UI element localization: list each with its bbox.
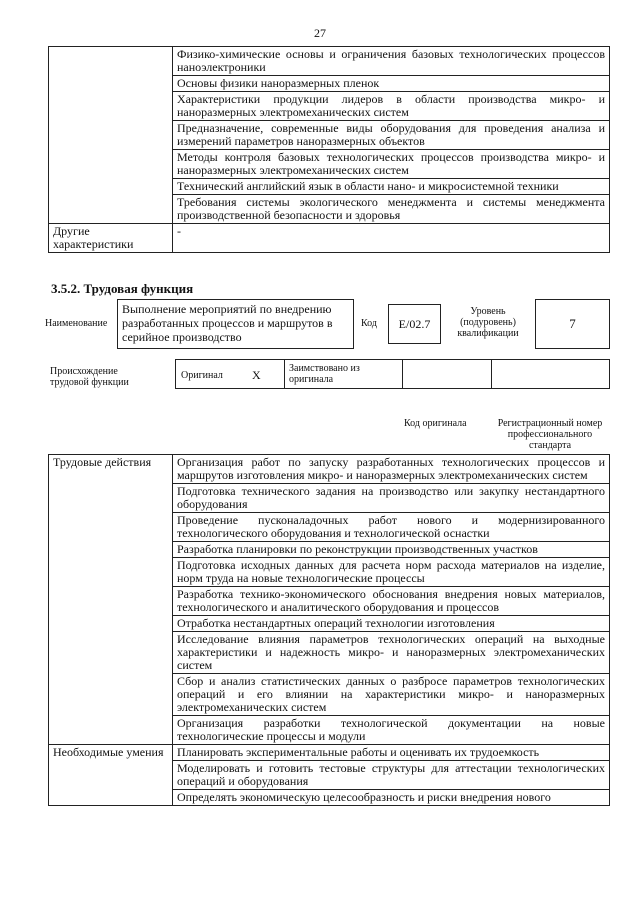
labor-action: Организация работ по запуску разработанных технологических процессов и маршрутов изготовления микро- и наноразмерных электромеханических систем	[173, 455, 610, 484]
level-value: 7	[535, 299, 610, 349]
code-label: Код	[361, 318, 377, 329]
page-number: 27	[314, 26, 326, 40]
origin-row	[175, 359, 610, 389]
name-label: Наименование	[45, 318, 108, 329]
labor-action: Исследование влияния параметров технологических операций на выходные характеристики и надежность микро- и наноразмерных электромеханических систем	[173, 632, 610, 674]
divider	[284, 360, 285, 388]
skill-item: Определять экономическую целесообразность и риски внедрения нового	[173, 790, 610, 806]
labor-action: Разработка планировки по реконструкции производственных участков	[173, 542, 610, 558]
labor-actions-table	[48, 454, 610, 806]
section-title: 3.5.2. Трудовая функция	[51, 281, 194, 296]
origin-label: Происхождение трудовой функции	[50, 366, 129, 388]
divider	[491, 360, 492, 388]
knowledge-item: Предназначение, современные виды оборудования для проведения анализа и измерений параметров наноразмерных объектов	[173, 121, 610, 150]
divider	[402, 360, 403, 388]
knowledge-item: Физико-химические основы и ограничения базовых технологических процессов наноэлектроники	[173, 47, 610, 76]
skill-item: Моделировать и готовить тестовые структуры для аттестации технологических операций и оборудования	[173, 761, 610, 790]
labor-actions-label: Трудовые действия	[49, 455, 173, 745]
function-name: Выполнение мероприятий по внедрению разработанных процессов и маршрутов в серийное производство	[117, 299, 354, 349]
labor-action: Организация разработки технологической документации на новые технологические процессы и модули	[173, 716, 610, 745]
labor-action: Проведение пусконаладочных работ нового и модернизированного технологического оборудования и технологической оснастки	[173, 513, 610, 542]
skills-label: Необходимые умения	[49, 745, 173, 806]
skill-item: Планировать экспериментальные работы и оценивать их трудоемкость	[173, 745, 610, 761]
original-label: Оригинал	[181, 370, 223, 381]
labor-action: Сбор и анализ статистических данных о разбросе параметров технологических операций и его влиянии на характеристики микро- и наноразмерных электромеханических систем	[173, 674, 610, 716]
labor-action: Отработка нестандартных операций технологии изготовления	[173, 616, 610, 632]
labor-action: Подготовка исходных данных для расчета норм расхода материалов на изделие, норм труда на новые технологические процессы	[173, 558, 610, 587]
level-label: Уровень (подуровень) квалификации	[457, 306, 519, 339]
knowledge-item: Основы физики наноразмерных пленок	[173, 76, 610, 92]
borrowed-label: Заимствовано из оригинала	[289, 363, 360, 385]
knowledge-table	[48, 46, 610, 253]
original-mark: X	[252, 368, 261, 382]
knowledge-item: Технический английский язык в области нано- и микросистемной техники	[173, 179, 610, 195]
knowledge-item: Методы контроля базовых технологических процессов производства микро- и наноразмерных электромеханических систем	[173, 150, 610, 179]
knowledge-label-cell	[49, 47, 173, 224]
code-original-label: Код оригинала	[404, 418, 467, 429]
labor-action: Разработка технико-экономического обоснования внедрения новых материалов, технологического и аналитического оборудования и процессов	[173, 587, 610, 616]
labor-action: Подготовка технического задания на производство или закупку нестандартного оборудования	[173, 484, 610, 513]
knowledge-item: Требования системы экологического менеджмента и системы менеджмента производственной безопасности и здоровья	[173, 195, 610, 224]
other-characteristics-label: Другие характеристики	[49, 224, 173, 253]
other-characteristics-value: -	[173, 224, 610, 253]
knowledge-item: Характеристики продукции лидеров в области производства микро- и наноразмерных электромеханических систем	[173, 92, 610, 121]
function-code: E/02.7	[388, 304, 441, 344]
reg-number-label: Регистрационный номер профессионального стандарта	[497, 418, 603, 451]
